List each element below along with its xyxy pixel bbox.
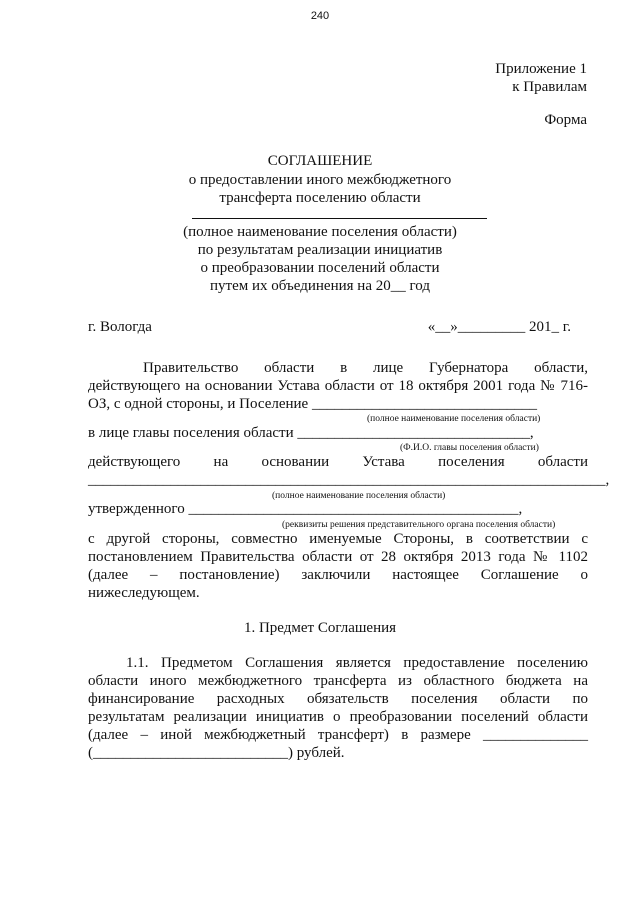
hint-head-name: (Ф.И.О. главы поселения области) (400, 443, 539, 453)
date-field: «__»_________ 201_ г. (427, 319, 571, 335)
body-line-2: действующего на основании Устава области от 18 октября 2001 года № 716- (88, 378, 588, 394)
title-line-2: трансферта поселению области (219, 190, 421, 206)
agreement-heading: СОГЛАШЕНИЕ (267, 153, 373, 169)
hint-settlement-name: (полное наименование поселения области) (367, 414, 541, 424)
section-1-line-6: (__________________________) рублей. (88, 745, 345, 761)
body-line-8: с другой стороны, совместно именуемые Стороны, в соответствии с (88, 531, 588, 547)
body-line-6: _____________________________________________________________________, (88, 472, 610, 488)
title-note-3: о преобразовании поселений области (200, 260, 440, 276)
title-note-4: путем их объединения на 20__ год (210, 278, 430, 294)
section-1-line-4: результатам реализации инициатив о преобразовании поселений области (88, 709, 588, 725)
section-1-line-1: 1.1. Предметом Соглашения является предоставление поселению (126, 655, 588, 671)
settlement-name-line (192, 218, 487, 219)
section-1-line-3: финансирование расходных обязательств поселения области по (88, 691, 588, 707)
section-1-heading: 1. Предмет Соглашения (243, 620, 397, 636)
hint-settlement-name-2: (полное наименование поселения области) (272, 491, 446, 501)
body-line-7: утвержденного ____________________________________________, (88, 501, 523, 517)
title-note-1: (полное наименование поселения области) (183, 224, 457, 240)
title-note-2: по результатам реализации инициатив (197, 242, 443, 258)
hint-decision-details: (реквизиты решения представительного органа поселения области) (282, 520, 556, 530)
title-line-1: о предоставлении иного межбюджетного (188, 172, 452, 188)
body-line-11: нижеследующем. (88, 585, 200, 601)
rules-label: к Правилам (512, 79, 587, 95)
page-number: 240 (310, 10, 330, 22)
appendix-label: Приложение 1 (495, 61, 587, 77)
form-label: Форма (544, 112, 587, 128)
body-line-3: ОЗ, с одной стороны, и Поселение ______________________________ (88, 396, 537, 412)
section-1-line-5: (далее – иной межбюджетный трансферт) в размере ______________ (88, 727, 588, 743)
body-line-5: действующего на основании Устава поселения области (88, 454, 588, 470)
body-line-4: в лице главы поселения области _______________________________, (88, 425, 534, 441)
place-label: г. Вологда (88, 319, 152, 335)
body-line-9: постановлением Правительства области от 28 октября 2013 года № 1102 (88, 549, 588, 565)
section-1-line-2: области иного межбюджетного трансферта из областного бюджета на (88, 673, 588, 689)
body-line-10: (далее – постановление) заключили настоящее Соглашение о (88, 567, 588, 583)
body-line-1: Правительство области в лице Губернатора области, (143, 360, 588, 376)
